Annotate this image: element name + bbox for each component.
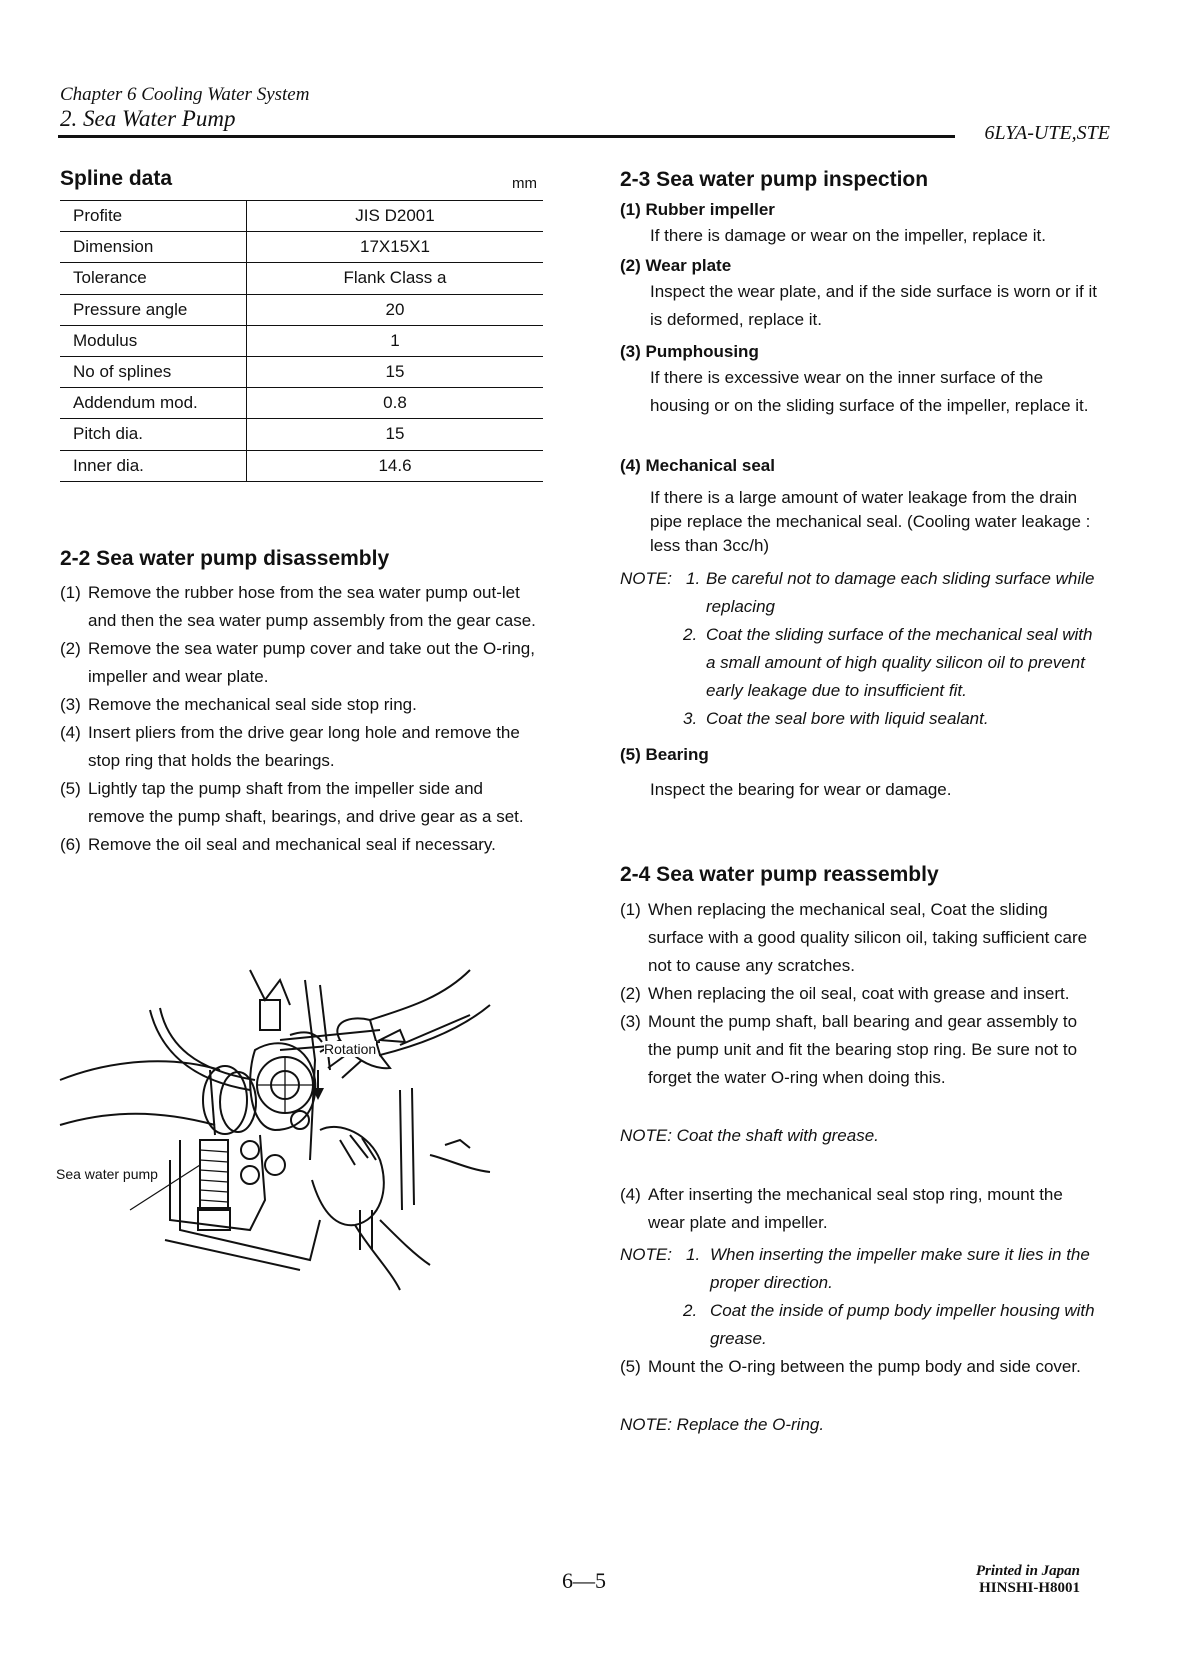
pumphousing-heading: (3) Pumphousing [620, 342, 759, 361]
spline-value: 15 [247, 356, 544, 387]
item-number: (2) [60, 639, 81, 658]
chapter-title: Chapter 6 Cooling Water System [60, 84, 310, 105]
spline-value: 20 [247, 294, 544, 325]
spline-value: JIS D2001 [247, 201, 544, 232]
table-row [60, 232, 543, 263]
section-title: 2. Sea Water Pump [60, 106, 236, 131]
item-text: Insert pliers from the drive gear long hole and remove the stop ring that holds the bearings. [88, 723, 520, 770]
table-row [60, 263, 543, 294]
list-item [620, 980, 1100, 1008]
wear-plate-heading: (2) Wear plate [620, 256, 732, 275]
list-item [60, 579, 538, 635]
spline-key: Modulus [60, 325, 247, 356]
table-row [60, 356, 543, 387]
spline-value: 15 [247, 419, 544, 450]
mechanical-seal-text: If there is a large amount of water leakage from the drain pipe replace the mechanical seal. (Cooling water leakage : less than 3cc/h) [650, 488, 1091, 555]
item-text: Remove the rubber hose from the sea water pump out-let and then the sea water pump assembly from the gear case. [88, 583, 536, 630]
spline-unit: mm [512, 175, 537, 192]
spline-value: Flank Class a [247, 263, 544, 294]
note-text: Be careful not to damage each sliding surface while replacing [706, 569, 1095, 616]
document-code: HINSHI-H8001 [979, 1580, 1080, 1596]
note-text: Coat the inside of pump body impeller housing with grease. [710, 1301, 1095, 1348]
table-row [60, 388, 543, 419]
item-text: When replacing the mechanical seal, Coat the sliding surface with a good quality silicon oil, taking sufficient care not to cause any scratches. [648, 900, 1088, 975]
rubber-impeller-text: If there is damage or wear on the impeller, replace it. [650, 226, 1046, 245]
item-number: (4) [620, 1185, 641, 1204]
spline-key: No of splines [60, 356, 247, 387]
pump-label: Sea water pump [56, 1166, 158, 1182]
note-text: NOTE: Replace the O-ring. [620, 1415, 825, 1434]
note-text: Coat the sliding surface of the mechanical seal with a small amount of high quality silicon oil to prevent early leakage due to insufficient fit. [706, 625, 1093, 700]
spline-value: 17X15X1 [247, 232, 544, 263]
spline-table [60, 200, 543, 482]
item-text: Mount the pump shaft, ball bearing and gear assembly to the pump unit and fit the bearing stop ring. Be sure not to forget the water O-ring when doing this. [648, 1012, 1078, 1087]
table-row [60, 450, 543, 481]
spline-key: Profite [60, 201, 247, 232]
pump-illustration [50, 960, 530, 1340]
table-row [60, 294, 543, 325]
rubber-impeller-heading: (1) Rubber impeller [620, 200, 775, 219]
item-text: When replacing the oil seal, coat with grease and insert. [648, 984, 1070, 1003]
item-number: (4) [60, 723, 81, 742]
header-rule [58, 135, 955, 138]
spline-key: Inner dia. [60, 450, 247, 481]
reassembly-list-final [620, 1353, 1100, 1381]
item-number: (5) [60, 779, 81, 798]
item-text: After inserting the mechanical seal stop ring, mount the wear plate and impeller. [648, 1185, 1063, 1232]
spline-key: Pitch dia. [60, 419, 247, 450]
list-item [620, 1353, 1100, 1381]
table-row [60, 201, 543, 232]
note-number: 2. [683, 625, 698, 644]
item-text: Remove the oil seal and mechanical seal if necessary. [88, 835, 496, 854]
item-number: (1) [620, 900, 641, 919]
item-number: (2) [620, 984, 641, 1003]
disassembly-heading: 2-2 Sea water pump disassembly [60, 547, 390, 570]
item-number: (6) [60, 835, 81, 854]
list-item [60, 831, 538, 859]
mechanical-seal-heading: (4) Mechanical seal [620, 456, 775, 475]
note-label: NOTE: [620, 569, 672, 588]
spline-value: 0.8 [247, 388, 544, 419]
item-text: Remove the sea water pump cover and take out the O-ring, impeller and wear plate. [88, 639, 535, 686]
pumphousing-text: If there is excessive wear on the inner surface of the housing or on the sliding surface of the impeller, replace it. [650, 368, 1089, 415]
page-number: 6—5 [562, 1568, 606, 1593]
spline-title: Spline data [60, 167, 173, 190]
item-text: Lightly tap the pump shaft from the impeller side and remove the pump shaft, bearings, and drive gear as a set. [88, 779, 524, 826]
item-text: Mount the O-ring between the pump body and side cover. [648, 1357, 1081, 1376]
item-number: (3) [60, 695, 81, 714]
note-text: NOTE: Coat the shaft with grease. [620, 1126, 879, 1145]
note-label: NOTE: [620, 1245, 672, 1264]
spline-value: 14.6 [247, 450, 544, 481]
list-item [620, 1008, 1100, 1092]
bearing-heading: (5) Bearing [620, 745, 709, 764]
list-item [620, 896, 1100, 980]
rotation-label: Rotation [324, 1041, 377, 1057]
note-number: 2. [683, 1301, 698, 1320]
spline-value: 1 [247, 325, 544, 356]
spline-key: Pressure angle [60, 294, 247, 325]
list-item [60, 719, 538, 775]
reassembly-heading: 2-4 Sea water pump reassembly [620, 863, 939, 886]
reassembly-list-continued [620, 1181, 1100, 1237]
list-item [60, 691, 538, 719]
spline-key: Dimension [60, 232, 247, 263]
spline-key: Addendum mod. [60, 388, 247, 419]
list-item [60, 635, 538, 691]
table-row [60, 325, 543, 356]
list-item [620, 1181, 1100, 1237]
reassembly-list [620, 896, 1100, 1092]
item-text: Remove the mechanical seal side stop ring. [88, 695, 417, 714]
note-number: 1. [686, 1245, 701, 1264]
disassembly-list [60, 579, 538, 859]
item-number: (3) [620, 1012, 641, 1031]
inspection-heading: 2-3 Sea water pump inspection [620, 168, 929, 191]
model-label: 6LYA-UTE,STE [984, 122, 1110, 144]
note-number: 1. [686, 569, 701, 588]
note-text: When inserting the impeller make sure it lies in the proper direction. [710, 1245, 1090, 1292]
item-number: (1) [60, 583, 81, 602]
note-number: 3. [683, 709, 698, 728]
item-number: (5) [620, 1357, 641, 1376]
printed-in: Printed in Japan [975, 1563, 1080, 1579]
list-item [60, 775, 538, 831]
bearing-text: Inspect the bearing for wear or damage. [650, 780, 952, 799]
spline-key: Tolerance [60, 263, 247, 294]
wear-plate-text: Inspect the wear plate, and if the side surface is worn or if it is deformed, replace it. [650, 282, 1097, 329]
table-row [60, 419, 543, 450]
note-text: Coat the seal bore with liquid sealant. [706, 709, 989, 728]
